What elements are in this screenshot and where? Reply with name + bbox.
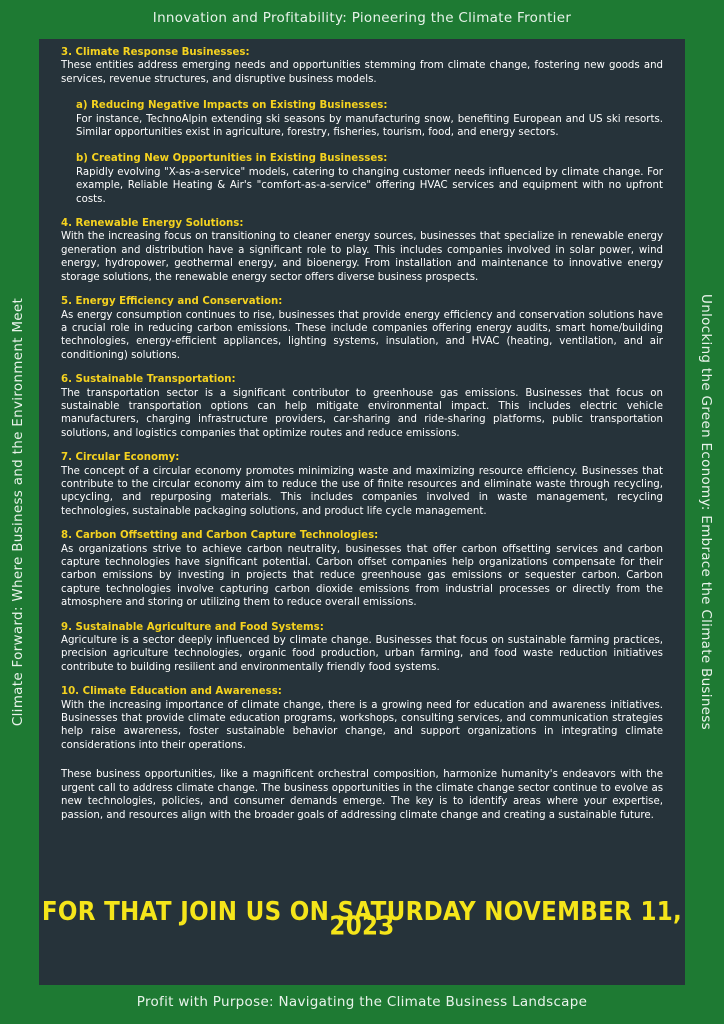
- left-banner-title: Climate Forward: Where Business and the Environment Meet: [10, 297, 26, 727]
- section-energy-efficiency: [61, 295, 663, 362]
- right-banner-title: Unlocking the Green Economy: Embrace the Climate Business: [698, 294, 714, 730]
- section-body: As organizations strive to achieve carbon neutrality, businesses that offer carbon offsetting services and carbon capture technologies have significant potential. Carbon offset companies help organizations compensate for their carbon emissions by investing in projects that reduce greenhouse gas emissions or sequester carbon. Carbon capture technologies involve capturing carbon dioxide emissions from industrial processes or directly from the atmosphere and storing or utilizing them to reduce overall emissions.: [61, 543, 663, 609]
- subsection-heading: b) Creating New Opportunities in Existing Businesses:: [76, 153, 388, 165]
- section-carbon-offsetting: [61, 529, 663, 609]
- subsection-new-opportunities: [76, 152, 663, 206]
- section-body: As energy consumption continues to rise, businesses that provide energy efficiency and conservation solutions have a crucial role in reducing carbon emissions. These include companies offering energy audits, smart home/building technologies, energy-efficient appliances, lighting systems, insulation, and HVAC (heating, ventilation, and air conditioning) solutions.: [61, 309, 663, 361]
- section-body: With the increasing focus on transitioning to cleaner energy sources, businesses that specialize in renewable energy generation and distribution have a significant role to play. This includes companies involved in solar power, wind energy, hydropower, geothermal energy, and bioenergy. From installation and maintenance to innovative energy storage solutions, the renewable energy sector offers diverse business prospects.: [61, 231, 663, 283]
- section-heading: 7. Circular Economy:: [61, 452, 180, 464]
- section-heading: 4. Renewable Energy Solutions:: [61, 218, 244, 230]
- section-heading: 5. Energy Efficiency and Conservation:: [61, 296, 283, 308]
- section-heading: 3. Climate Response Businesses:: [61, 47, 250, 58]
- bottom-banner-title: Profit with Purpose: Navigating the Climate Business Landscape: [136, 994, 588, 1010]
- subsection-heading: a) Reducing Negative Impacts on Existing Businesses:: [76, 100, 388, 112]
- subsection-body: Rapidly evolving "X-as-a-service" models, catering to changing customer needs influenced by climate change. For example, Reliable Heating & Air's "comfort-as-a-service" offering HVAC services and equipment with no upfront costs.: [76, 166, 663, 205]
- section-body: The concept of a circular economy promotes minimizing waste and maximizing resource efficiency. Businesses that contribute to the circular economy aim to reduce the use of finite resources and eliminate waste through recycling, upcycling, and repurposing materials. This includes companies involved in waste management, recycling technologies, sustainable packaging solutions, and product life cycle management.: [61, 465, 663, 517]
- subsection-reducing-impacts: [76, 99, 663, 139]
- section-body: The transportation sector is a significant contributor to greenhouse gas emissions. Businesses that focus on sustainable transportation options can help mitigate environmental impact. This includes electric vehicle manufacturers, charging infrastructure providers, car-sharing and ride-sharing platforms, public transportation solutions, and logistics companies that optimize routes and reduce emissions.: [61, 387, 663, 439]
- section-body: Agriculture is a sector deeply influenced by climate change. Businesses that focus on sustainable farming practices, precision agriculture technologies, organic food production, urban farming, and food waste reduction initiatives contribute to building resilient and environmentally friendly food systems.: [61, 635, 663, 673]
- section-body: With the increasing importance of climate change, there is a growing need for education and awareness initiatives. Businesses that provide climate education programs, workshops, consulting services, and communication strategies help raise awareness, foster sustainable behavior change, and support organizations in integrating climate considerations into their operations.: [61, 699, 663, 751]
- section-heading: 10. Climate Education and Awareness:: [61, 686, 282, 698]
- section-renewable-energy: [61, 217, 663, 284]
- section-circular-economy: [61, 451, 663, 518]
- content-panel: [39, 39, 685, 985]
- top-banner-title: Innovation and Profitability: Pioneering the Climate Frontier: [152, 10, 572, 26]
- section-heading: 8. Carbon Offsetting and Carbon Capture Technologies:: [61, 530, 379, 542]
- section-sustainable-agriculture: [61, 621, 663, 675]
- event-call-to-action: FOR THAT JOIN US ON SATURDAY NOVEMBER 11, 2023: [41, 897, 683, 942]
- section-heading: 6. Sustainable Transportation:: [61, 374, 236, 386]
- section-climate-response: [61, 46, 663, 206]
- section-body: These entities address emerging needs and opportunities stemming from climate change, fostering new goods and services, revenue structures, and disruptive business models.: [61, 60, 663, 85]
- section-climate-education: [61, 685, 663, 752]
- section-heading: 9. Sustainable Agriculture and Food Systems:: [61, 621, 324, 633]
- closing-paragraph: These business opportunities, like a magnificent orchestral composition, harmonize humanity's endeavors with the urgent call to address climate change. The business opportunities in the climate change sector continue to evolve as new technologies, policies, and consumer demands emerge. The key is to identify areas where your expertise, passion, and resources align with the broader goals of addressing climate change and creating a sustainable future.: [61, 769, 663, 821]
- subsection-body: For instance, TechnoAlpin extending ski seasons by manufacturing snow, benefiting European and US ski resorts. Similar opportunities exist in agriculture, forestry, fisheries, tourism, food, and energy sectors.: [76, 113, 663, 139]
- section-sustainable-transportation: [61, 373, 663, 440]
